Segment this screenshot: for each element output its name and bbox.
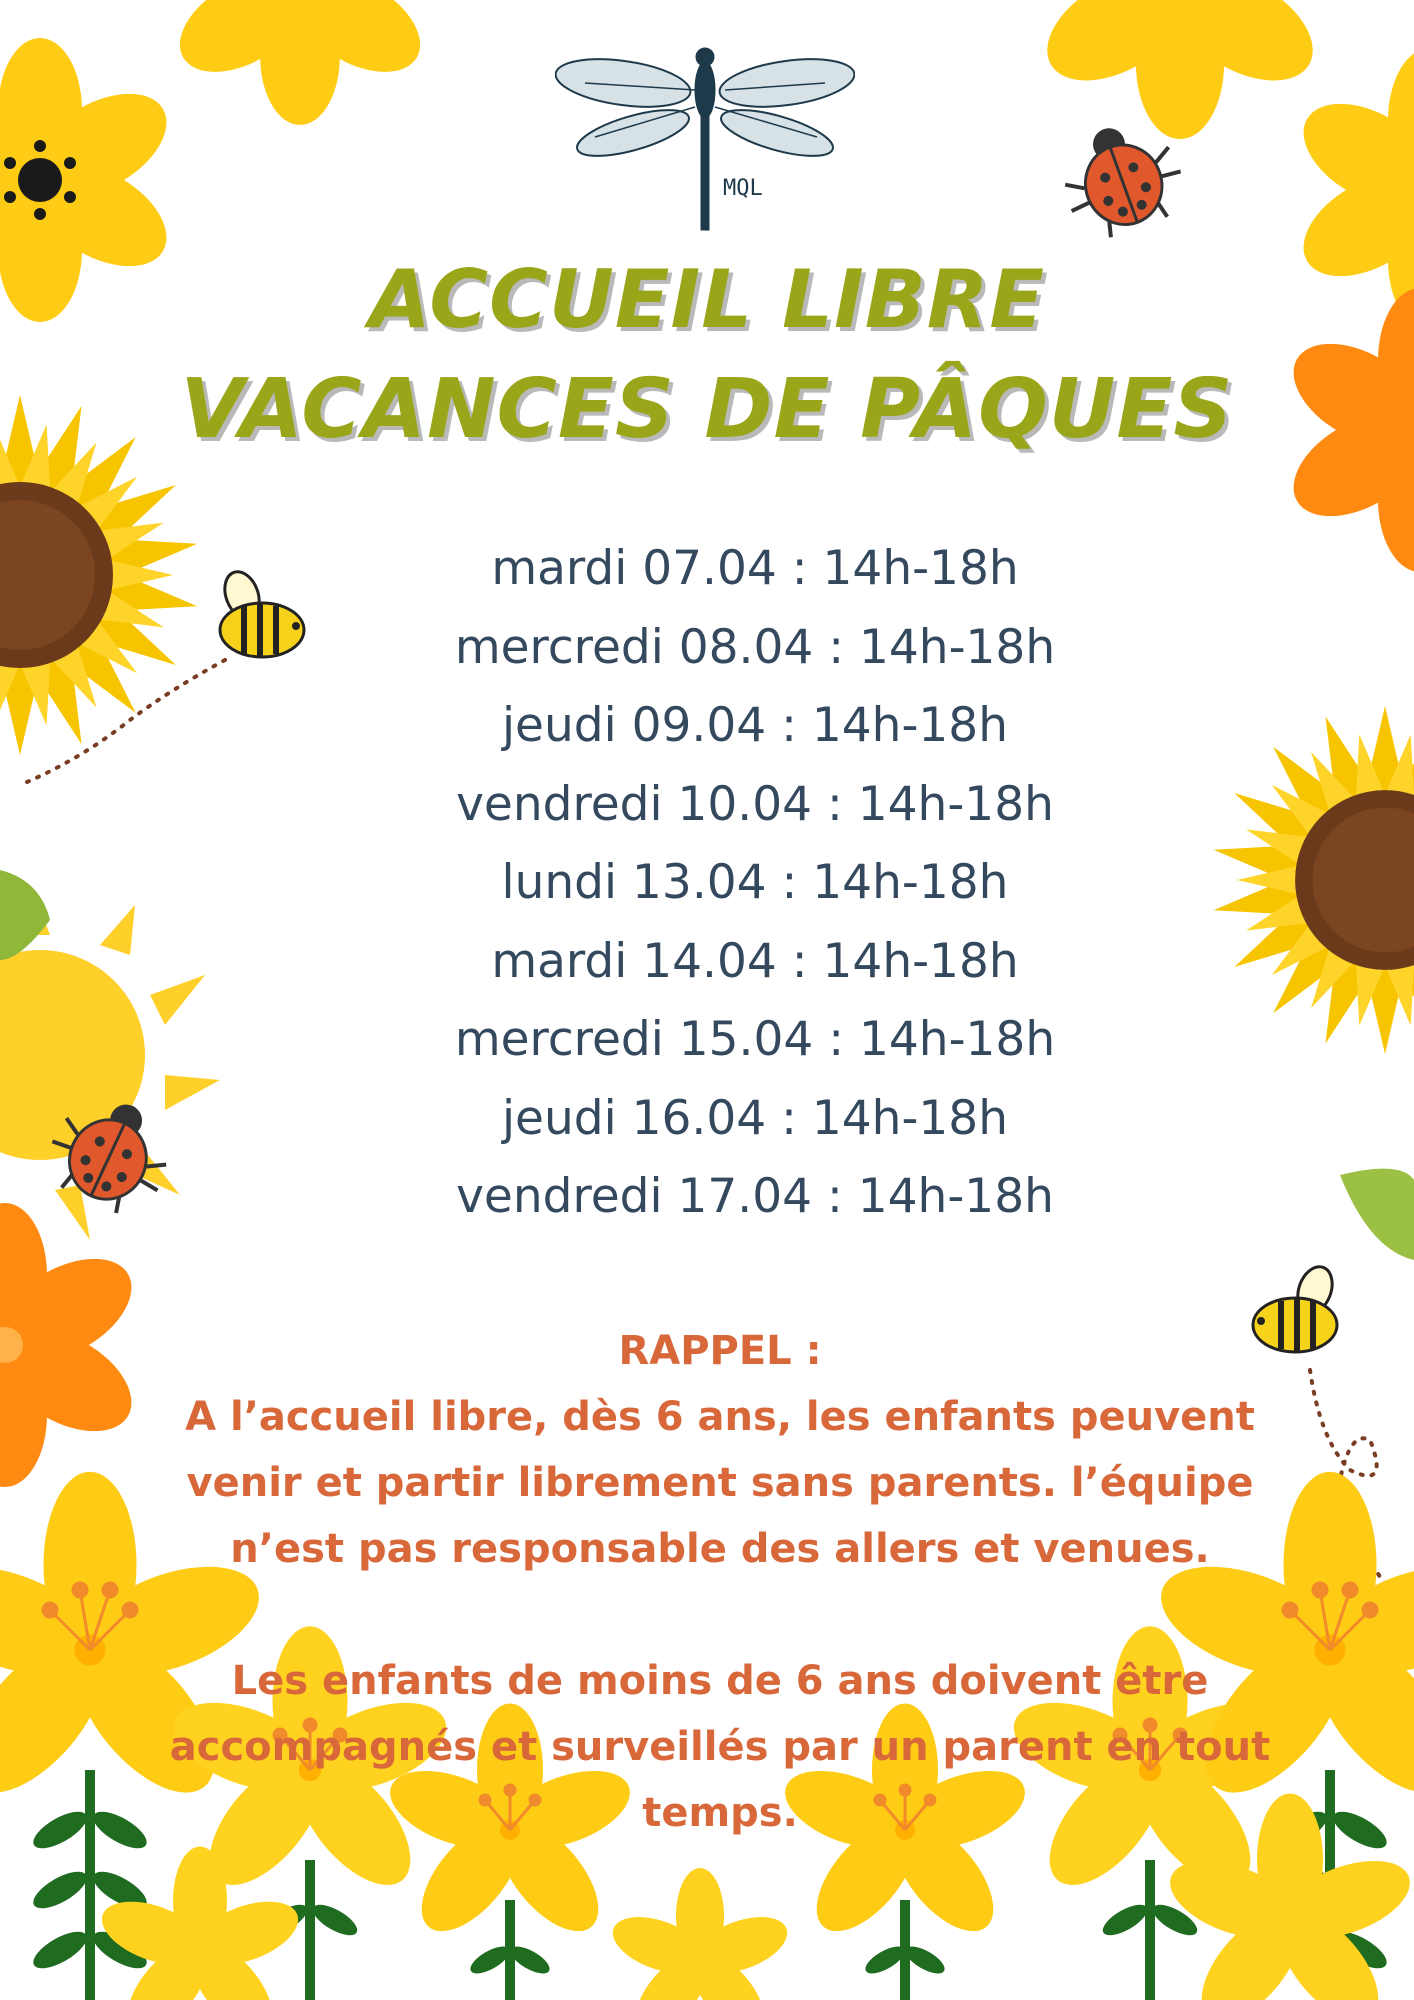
schedule-item: mercredi 15.04 : 14h-18h (454, 1012, 1056, 1067)
schedule-item: mardi 07.04 : 14h-18h (491, 541, 1019, 596)
schedule-item: vendredi 10.04 : 14h-18h (456, 776, 1054, 832)
dragonfly-icon (555, 48, 855, 230)
schedule-item: mardi 14.04 : 14h-18h (491, 933, 1019, 989)
yellow-flower-icon (1029, 0, 1331, 139)
title-line-1: ACCUEIL LIBRE (368, 253, 1046, 346)
reminder-notice (150, 1318, 1290, 1846)
lily-flower-icon (94, 1847, 307, 2000)
orange-flower-icon (0, 1203, 149, 1487)
schedule-item: jeudi 09.04 : 14h-18h (501, 698, 1008, 753)
schedule-list (230, 530, 1280, 1237)
reminder-paragraph-1: A l’accueil libre, dès 6 ans, les enfants peuvent venir et partir librement sans parents. l’équipe n’est pas responsable des allers et venues. (185, 1394, 1255, 1572)
title-line-2: VACANCES DE PÂQUES (180, 362, 1234, 457)
dragonfly-logo (555, 45, 855, 235)
schedule-item: vendredi 17.04 : 14h-18h (456, 1169, 1054, 1224)
schedule-item: mercredi 08.04 : 14h-18h (454, 619, 1056, 675)
reminder-paragraph-2: Les enfants de moins de 6 ans doivent être accompagnés et surveillés par un parent en tout temps. (169, 1658, 1271, 1836)
schedule-item: lundi 13.04 : 14h-18h (501, 855, 1009, 910)
logo-text: MQL (723, 176, 763, 201)
reminder-heading: RAPPEL : (618, 1328, 822, 1374)
yellow-flower-icon (163, 0, 437, 125)
schedule-item: jeudi 16.04 : 14h-18h (501, 1090, 1008, 1146)
lily-flower-icon (605, 1868, 794, 2000)
